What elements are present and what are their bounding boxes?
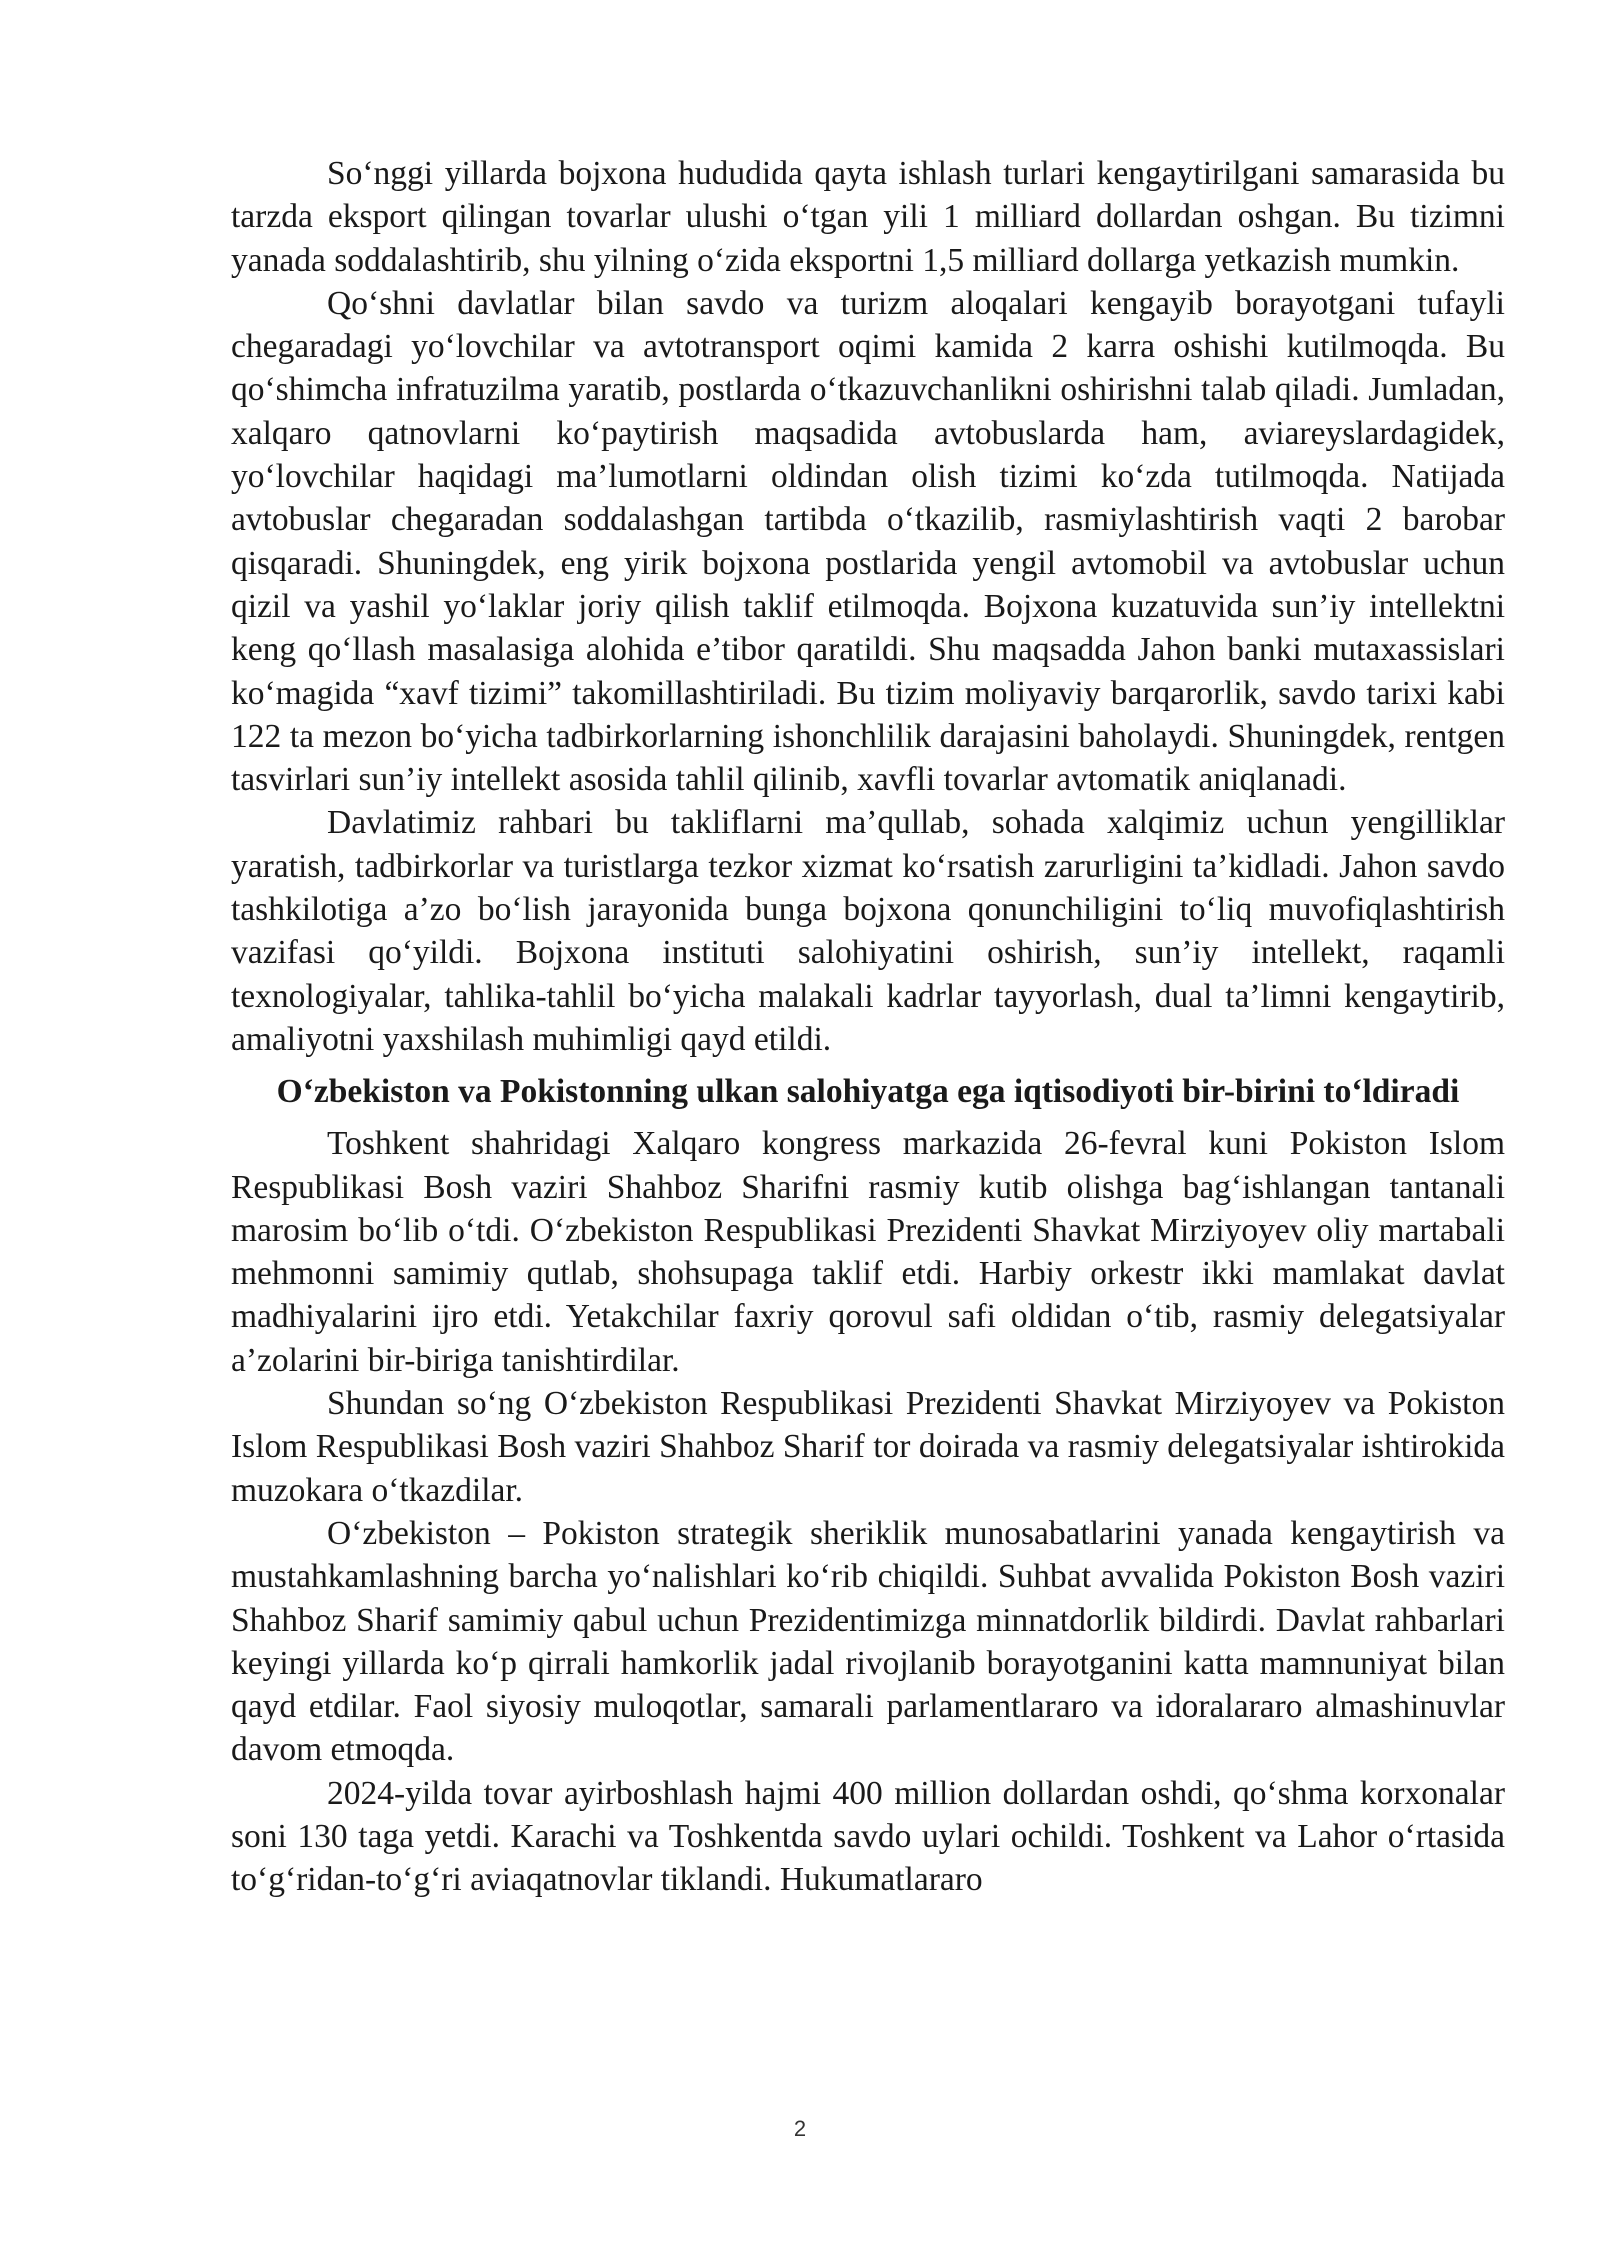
paragraph-border-traffic: Qo‘shni davlatlar bilan savdo va turizm aloqalari kengayib borayotgani tufayli chegaradagi yo‘lovchilar va avtotransport oqimi kamida 2 karra oshishi kutilmoqda. Bu qo‘shimcha infratuzilma yaratib, postlarda o‘tkazuvchanlikni oshirishni talab qiladi. Jumladan, xalqaro qatnovlarni ko‘paytirish maqsadida avtobuslarda ham, aviareyslardagidek, yo‘lovchilar haqidagi ma’lumotlarni oldindan olish tizimi ko‘zda tutilmoqda. Natijada avtobuslar chegaradan soddalashgan tartibda o‘tkazilib, rasmiylashtirish vaqti 2 barobar qisqaradi. Shuningdek, eng yirik bojxona postlarida yengil avtomobil va avtobuslar uchun qizil va yashil yo‘laklar joriy qilish taklif etilmoqda. Bojxona kuzatuvida sun’iy intellektni keng qo‘llash masalasiga alohida e’tibor qaratildi. Shu maqsadda Jahon banki mutaxassislari ko‘magida “xavf tizimi” takomillashtiriladi. Bu tizim moliyaviy barqarorlik, savdo tarixi kabi 122 ta mezon bo‘yicha tadbirkorlarning ishonchlilik darajasini baholaydi. Shuningdek, rentgen tasvirlari sun’iy intellekt asosida tahlil qilinib, xavfli tovarlar avtomatik aniqlanadi. bbox=[231, 284, 1505, 799]
document-body bbox=[231, 152, 1505, 1902]
paragraph-president-approval: Davlatimiz rahbari bu takliflarni ma’qullab, sohada xalqimiz uchun yengilliklar yaratish, tadbirkorlar va turistlarga tezkor xizmat ko‘rsatish zarurligini ta’kidladi. Jahon savdo tashkilotiga a’zo bo‘lish jarayonida bunga bojxona qonunchiligini to‘liq muvofiqlashtirish vazifasi qo‘yildi. Bojxona instituti salohiyatini oshirish, sun’iy intellekt, raqamli texnologiyalar, tahlika-tahlil bo‘yicha malakali kadrlar tayyorlash, dual ta’limni kengaytirib, amaliyotni yaxshilash muhimligi qayd etildi. bbox=[231, 804, 1505, 1058]
paragraph-trade-volume: 2024-yilda tovar ayirboshlash hajmi 400 million dollardan oshdi, qo‘shma korxonalar soni 130 taga yetdi. Karachi va Toshkentda savdo uylari ochildi. Toshkent va Lahor o‘rtasida to‘g‘ridan-to‘g‘ri aviaqatnovlar tiklandi. Hukumatlararo bbox=[231, 1774, 1505, 1899]
paragraph-welcome-ceremony: Toshkent shahridagi Xalqaro kongress markazida 26-fevral kuni Pokiston Islom Respublikasi Bosh vaziri Shahboz Sharifni rasmiy kutib olishga bag‘ishlangan tantanali marosim bo‘lib o‘tdi. O‘zbekiston Respublikasi Prezidenti Shavkat Mirziyoyev oliy martabali mehmonni samimiy qutlab, shohsupaga taklif etdi. Harbiy orkestr ikki mamlakat davlat madhiyalarini ijro etdi. Yetakchilar faxriy qorovul safi oldidan o‘tib, rasmiy delegatsiyalar a’zolarini bir-biriga tanishtirdilar. bbox=[231, 1125, 1505, 1379]
section-heading: O‘zbekiston va Pokistonning ulkan salohiyatga ega iqtisodiyoti bir-birini to‘ldiradi bbox=[276, 1073, 1460, 1111]
paragraph-strategic-partnership: O‘zbekiston – Pokiston strategik sheriklik munosabatlarini yanada kengaytirish va mustahkamlashning barcha yo‘nalishlari ko‘rib chiqildi. Suhbat avvalida Pokiston Bosh vaziri Shahboz Sharif samimiy qabul uchun Prezidentimizga minnatdorlik bildirdi. Davlat rahbarlari keyingi yillarda ko‘p qirrali hamkorlik jadal rivojlanib borayotganini katta mamnuniyat bilan qayd etdilar. Faol siyosiy muloqotlar, samarali parlamentlararo va idoralararo almashinuvlar davom etmoqda. bbox=[231, 1514, 1505, 1769]
page-number: 2 bbox=[793, 2116, 807, 2141]
paragraph-export-growth: So‘nggi yillarda bojxona hududida qayta ishlash turlari kengaytirilgani samarasida bu tarzda eksport qilingan tovarlar ulushi o‘tgan yili 1 milliard dollardan oshgan. Bu tizimni yanada soddalashtirib, shu yilning o‘zida eksportni 1,5 milliard dollarga yetkazish mumkin. bbox=[231, 155, 1505, 279]
paragraph-negotiations: Shundan so‘ng O‘zbekiston Respublikasi Prezidenti Shavkat Mirziyoyev va Pokiston Islom Respublikasi Bosh vaziri Shahboz Sharif tor doirada va rasmiy delegatsiyalar ishtirokida muzokara o‘tkazdilar. bbox=[231, 1385, 1505, 1509]
